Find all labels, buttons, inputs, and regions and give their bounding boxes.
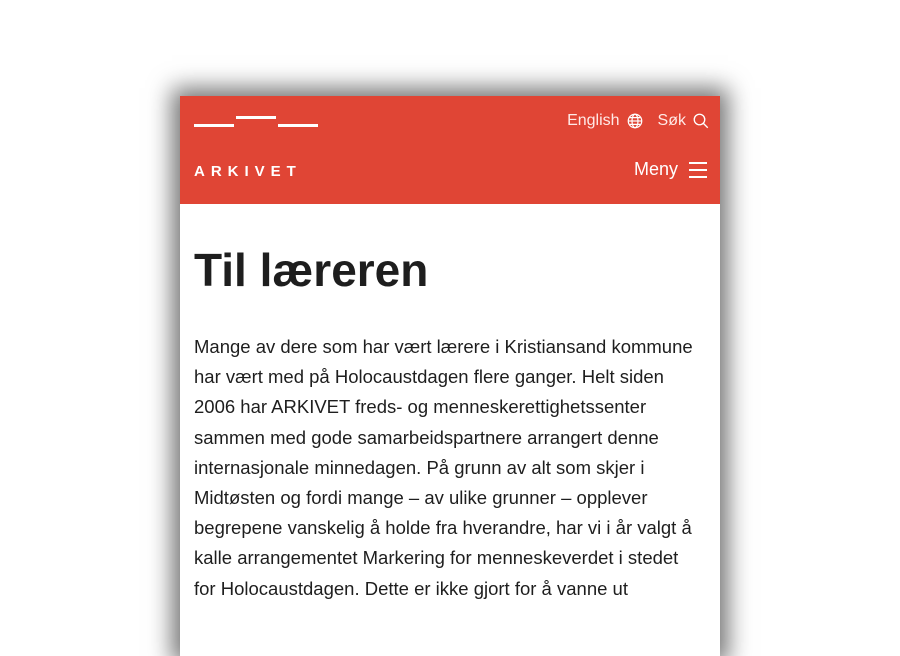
top-links	[567, 112, 710, 130]
language-link[interactable]	[567, 112, 643, 130]
mobile-page-frame	[180, 96, 720, 656]
intro-paragraph: Mange av dere som har vært lærere i Kristiansand kommune har vært med på Holocaustdagen flere ganger. Helt siden 2006 har ARKIVET freds- og menneskerettighetssenter sammen med gode samarbeidspartnere arrangert denne internasjonale minnedagen. På grunn av alt som skjer i Midtøsten og fordi mange – av ulike grunner – opplever begrepene vanskelig å holde fra hverandre, har vi i år valgt å kalle arrangementet Markering for menneskeverdet i stedet for Holocaustdagen. Dette er ikke gjort for å vanne ut	[194, 336, 693, 599]
search-link-label: Søk	[657, 112, 686, 129]
logo-lines-icon[interactable]	[194, 116, 320, 130]
logo-line-left	[194, 124, 234, 127]
site-header	[180, 96, 720, 204]
logo-line-right	[278, 124, 318, 127]
page-title: Til læreren	[194, 244, 429, 296]
search-link[interactable]	[658, 112, 710, 130]
logo-line-middle	[236, 116, 276, 119]
menu-label: Meny	[633, 159, 678, 179]
main-content	[194, 242, 704, 604]
globe-icon	[626, 112, 644, 130]
menu-button[interactable]	[634, 159, 708, 180]
hamburger-menu-icon	[688, 161, 708, 179]
brand-logo-text[interactable]: ARKIVET	[194, 163, 302, 180]
language-link-label: English	[567, 112, 620, 129]
search-icon	[692, 112, 710, 130]
